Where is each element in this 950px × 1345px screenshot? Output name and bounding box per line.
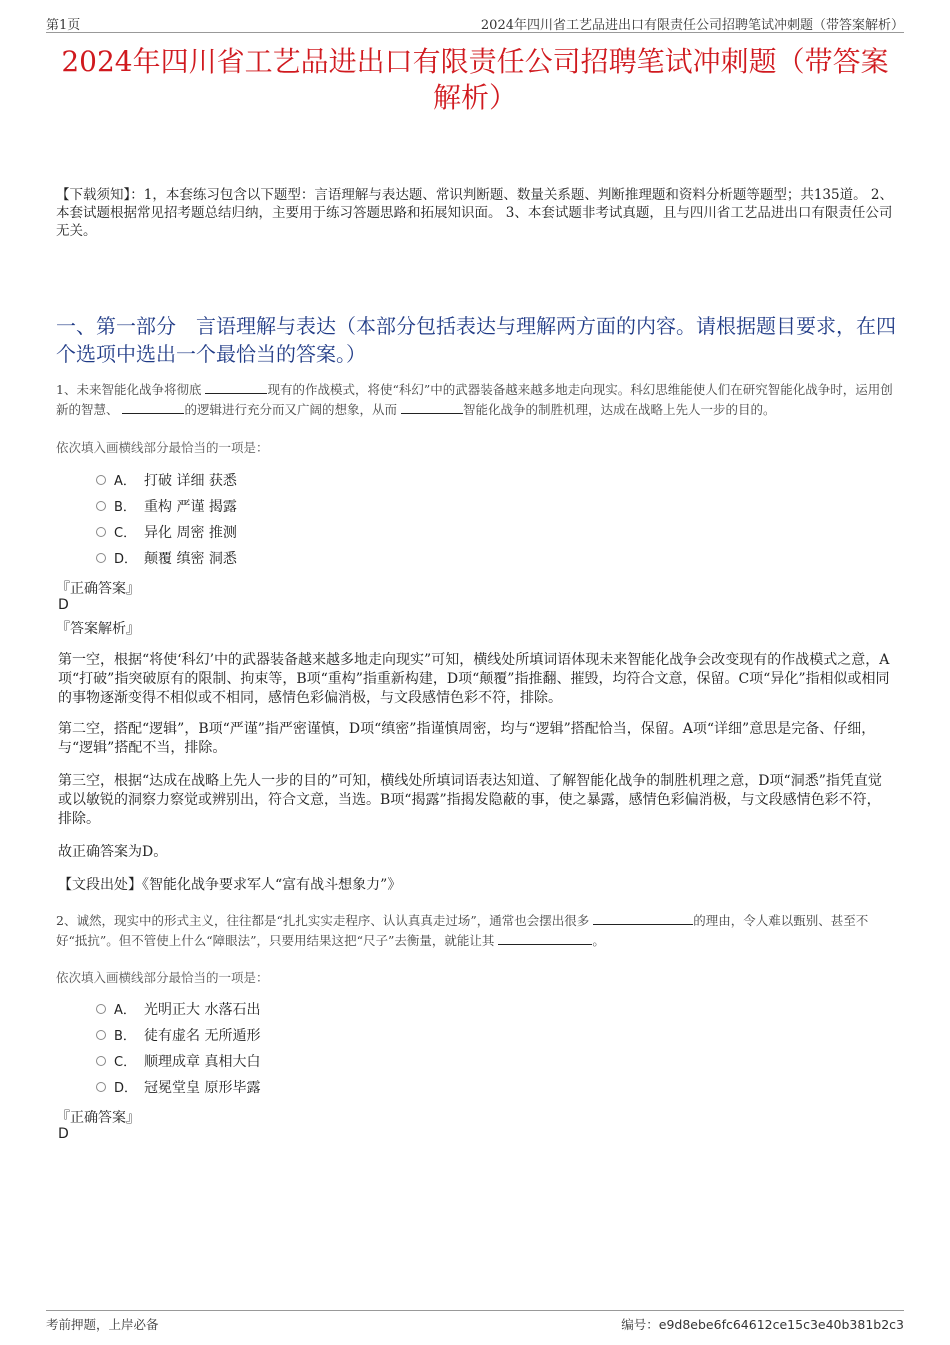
blank-line — [122, 400, 184, 414]
source-citation: 【文段出处】《智能化战争要求军人“富有战斗想象力”》 — [58, 877, 402, 893]
page-number: 第1页 — [46, 18, 81, 33]
blank-line — [205, 380, 267, 394]
q1-text-3: 的逻辑进行充分而又广阔的想象，从而 — [184, 402, 401, 417]
analysis-conclusion: 故正确答案为D。 — [58, 844, 168, 860]
analysis-paragraph-1: 第一空，根据“将使‘科幻’中的武器装备越来越多地走向现实”可知，横线处所填词语体现未来智能化战争会改变现有的作战模式之意，A项“打破”指突破原有的限制、拘束等，B项“重构”指重新构建，D项“颠覆”指推翻、摧毁，均符合文意，保留。C项“异化”指相似或相同的事物逐渐变得不相似或不相同，感情色彩偏消极，与文段感情色彩不符，排除。 — [58, 652, 890, 706]
radio-icon[interactable] — [96, 553, 106, 563]
q1-text-1: 1、未来智能化战争将彻底 — [56, 382, 206, 397]
footer-slogan: 考前押题，上岸必备 — [46, 1317, 159, 1332]
section-title: 一、第一部分 言语理解与表达（本部分包括表达与理解两方面的内容。请根据题目要求，在四个选项中选出一个最恰当的答案。） — [56, 314, 896, 366]
q2-text-3: 。 — [592, 933, 605, 948]
q1-text-2: 现有的作战模式，将使“科幻”中的武器装备越来越多地走向现实。科幻思维能使人们在研究智能化战争时，运用创新的智慧、 — [56, 382, 893, 417]
answer-label: 『正确答案』 — [56, 581, 140, 597]
blank-line — [401, 400, 463, 414]
option-a[interactable]: A． 打破 详细 获悉 — [96, 468, 237, 494]
option-d[interactable]: D． 冠冕堂皇 原形毕露 — [96, 1075, 260, 1101]
blank-line — [498, 931, 592, 945]
radio-icon[interactable] — [96, 475, 106, 485]
question-2-stem — [56, 911, 898, 951]
radio-icon[interactable] — [96, 501, 106, 511]
question-1-instruction: 依次填入画横线部分最恰当的一项是： — [56, 440, 269, 455]
document-code: 编号：e9d8ebe6fc64612ce15c3e40b381b2c3 — [621, 1317, 904, 1332]
radio-icon[interactable] — [96, 1082, 106, 1092]
question-1-stem — [56, 380, 898, 420]
option-a[interactable]: A． 光明正大 水落石出 — [96, 997, 260, 1023]
question-2-instruction: 依次填入画横线部分最恰当的一项是： — [56, 970, 269, 985]
analysis-paragraph-3: 第三空，根据“达成在战略上先人一步的目的”可知，横线处所填词语表达知道、了解智能化战争的制胜机理之意，D项“洞悉”指凭直觉或以敏锐的洞察力察觉或辨别出，符合文意，当选。B项“揭露”指揭发隐蔽的事，使之暴露，感情色彩偏消极，与文段感情色彩不符，排除。 — [58, 773, 882, 827]
radio-icon[interactable] — [96, 1030, 106, 1040]
radio-icon[interactable] — [96, 1004, 106, 1014]
option-b[interactable]: B． 重构 严谨 揭露 — [96, 494, 237, 520]
answer-value: D — [58, 597, 69, 613]
radio-icon[interactable] — [96, 527, 106, 537]
option-c[interactable]: C． 异化 周密 推测 — [96, 520, 237, 546]
question-2-options — [96, 997, 260, 1101]
q2-text-1: 2、诚然，现实中的形式主义，往往都是“扎扎实实走程序、认认真真走过场”，通常也会摆出很多 — [56, 913, 594, 928]
option-b[interactable]: B． 徒有虚名 无所遁形 — [96, 1023, 260, 1049]
page-header — [46, 12, 904, 33]
page-footer — [46, 1310, 904, 1335]
blank-line — [593, 911, 693, 925]
header-doc-title: 2024年四川省工艺品进出口有限责任公司招聘笔试冲刺题（带答案解析） — [480, 18, 904, 33]
q1-text-4: 智能化战争的制胜机理，达成在战略上先人一步的目的。 — [462, 402, 776, 417]
option-d[interactable]: D． 颠覆 缜密 洞悉 — [96, 546, 237, 572]
answer-value: D — [58, 1126, 69, 1142]
radio-icon[interactable] — [96, 1056, 106, 1066]
analysis-paragraph-2: 第二空，搭配“逻辑”，B项“严谨”指严密谨慎，D项“缜密”指谨慎周密，均与“逻辑”搭配恰当，保留。A项“详细”意思是完备、仔细，与“逻辑”搭配不当，排除。 — [58, 721, 876, 756]
answer-label: 『正确答案』 — [56, 1110, 140, 1126]
document-title: 2024年四川省工艺品进出口有限责任公司招聘笔试冲刺题（带答案解析） — [61, 45, 889, 114]
question-1-options — [96, 468, 237, 572]
download-notice: 【下载须知】：1，本套练习包含以下题型：言语理解与表达题、常识判断题、数量关系题、判断推理题和资料分析题等题型；共135道。 2、本套试题根据常见招考题总结归纳，主要用于练习答题思路和拓展知识面。 3、本套试题非考试真题，且与四川省工艺品进出口有限责任公司无关。 — [56, 187, 893, 239]
option-c[interactable]: C． 顺理成章 真相大白 — [96, 1049, 260, 1075]
analysis-label: 『答案解析』 — [56, 621, 140, 637]
q2-text-2: 的理由，令人难以甄别、甚至不好“抵抗”。但不管使上什么“障眼法”，只要用结果这把“尺子”去衡量，就能让其 — [56, 913, 869, 948]
